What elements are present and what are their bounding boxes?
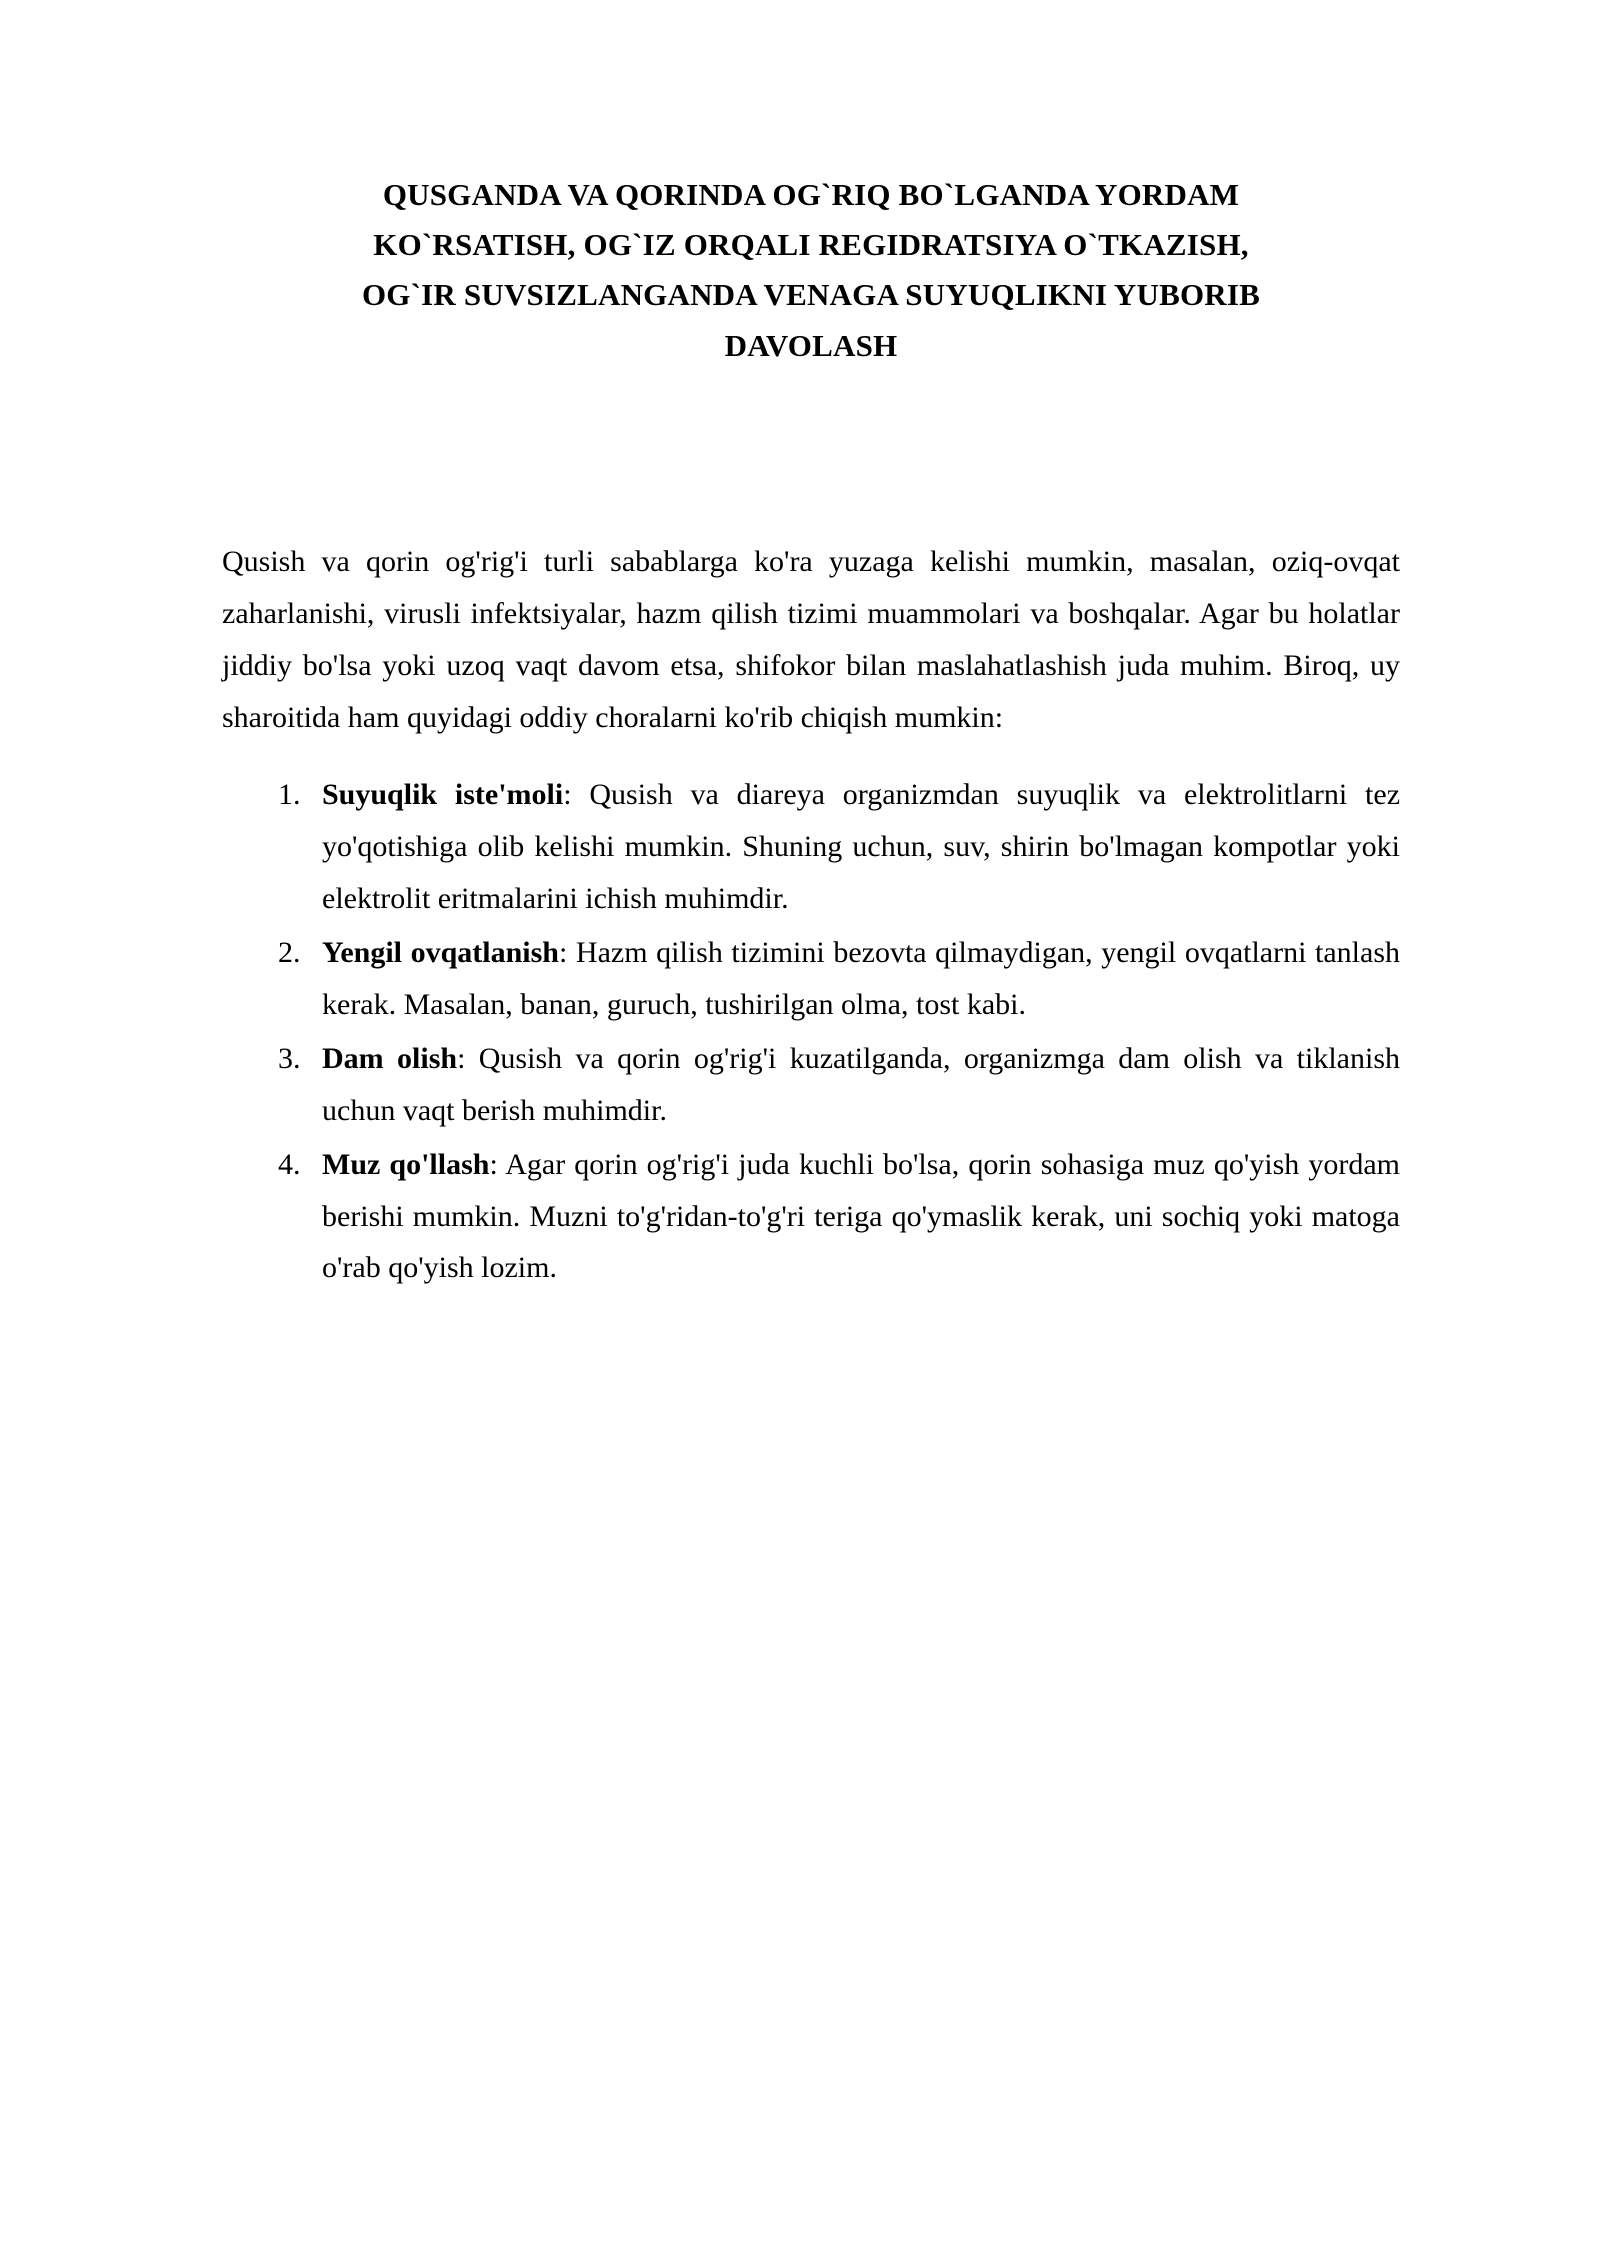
- page-title-line-3: OG`IR SUVSIZLANGANDA VENAGA SUYUQLIKNI YUBORIB: [361, 277, 1261, 313]
- list-item: [308, 1033, 1400, 1137]
- page-title-line-1: QUSGANDA VA QORINDA OG`RIQ BO`LGANDA YORDAM: [382, 177, 1240, 212]
- title-body-spacer: [222, 371, 1400, 536]
- list-item: [308, 1139, 1400, 1295]
- recommendations-list: [222, 769, 1400, 1294]
- list-item-lead: Suyuqlik iste'moli: [322, 778, 564, 812]
- intro-paragraph: Qusish va qorin og'rig'i turli sabablarga ko'ra yuzaga kelishi mumkin, masalan, oziq-ovqat zaharlanishi, virusli infektsiyalar, hazm qilish tizimi muammolari va boshqalar. Agar bu holatlar jiddiy bo'lsa yoki uzoq vaqt davom etsa, shifokor bilan maslahatlashish juda muhim. Biroq, uy sharoitida ham quyidagi oddiy choralarni ko'rib chiqish mumkin:: [222, 544, 1400, 734]
- page-title: [232, 170, 1390, 371]
- list-item-text: : Hazm qilish tizimini bezovta qilmaydigan, yengil ovqatlarni tanlash kerak. Masalan, banan, guruch, tushirilgan olma, tost kabi.: [322, 936, 1401, 1021]
- list-item: [308, 927, 1400, 1031]
- list-item-lead: Muz qo'llash: [322, 1147, 490, 1181]
- list-item: [308, 769, 1400, 925]
- page-title-line-4: DAVOLASH: [724, 327, 898, 363]
- list-item-text: : Agar qorin og'rig'i juda kuchli bo'lsa, qorin sohasiga muz qo'yish yordam berishi mumkin. Muzni to'g'ridan-to'g'ri teriga qo'ymaslik kerak, uni sochiq yoki matoga o'rab qo'yish lozim.: [322, 1147, 1400, 1285]
- page-title-line-2: KO`RSATISH, OG`IZ ORQALI REGIDRATSIYA O`TKAZISH,: [373, 227, 1249, 263]
- list-item-text: : Qusish va qorin og'rig'i kuzatilganda, organizmga dam olish va tiklanish uchun vaqt berish muhimdir.: [322, 1041, 1400, 1127]
- list-item-lead: Dam olish: [322, 1041, 458, 1075]
- list-item-text: : Qusish va diareya organizmdan suyuqlik va elektrolitlarni tez yo'qotishiga olib kelishi mumkin. Shuning uchun, suv, shirin bo'lmagan kompotlar yoki elektrolit eritmalarini ichish muhimdir.: [322, 778, 1401, 916]
- list-item-lead: Yengil ovqatlanish: [322, 936, 559, 970]
